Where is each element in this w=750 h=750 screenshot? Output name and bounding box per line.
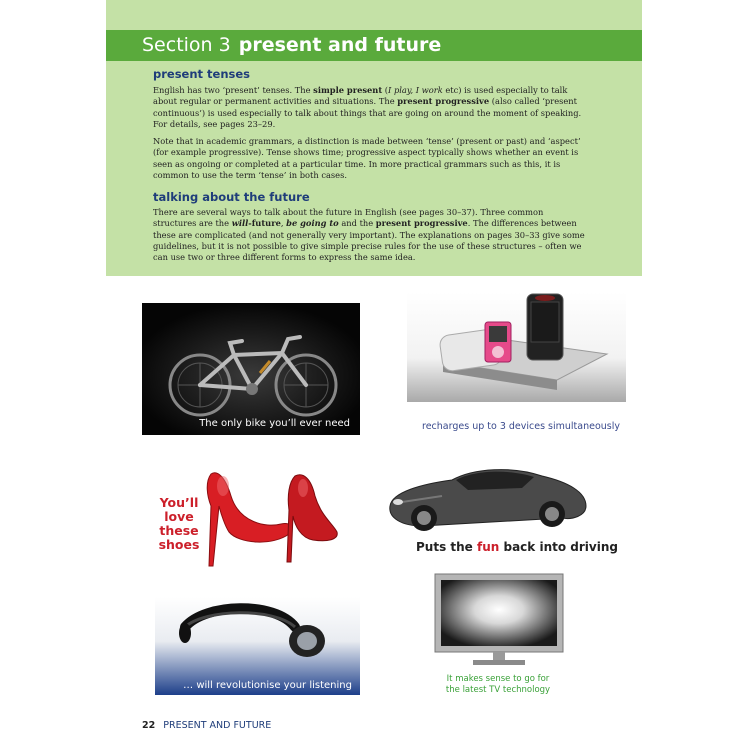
- bike-ad: [142, 303, 360, 435]
- shoes-line: love: [164, 509, 194, 524]
- car-caption-pre: Puts the: [416, 540, 477, 554]
- shoes-line: these: [159, 523, 199, 538]
- car-caption-fun: fun: [477, 540, 500, 554]
- grammar-panel: [106, 0, 642, 276]
- shoes-slogan: [155, 496, 203, 552]
- heading-future: talking about the future: [153, 190, 310, 204]
- headphones-ad: [155, 597, 360, 695]
- car-ad: [382, 456, 592, 534]
- tv-ad: [433, 572, 565, 668]
- page-footer: [142, 720, 271, 731]
- paragraph-present-2: Note that in academic grammars, a distinction is made between ‘tense’ (present or past) and ‘aspect’ (for example progressive). Tense shows time; progressive aspect typically shows whether an event is seen as ongoing or completed at a particular time. In more practical grammars such as this, it is common to use the term ‘tense’ in both cases.: [153, 136, 581, 180]
- charger-illustration: [407, 292, 626, 402]
- bike-illustration: [142, 303, 360, 435]
- car-caption: [416, 540, 618, 554]
- tv-illustration: [433, 572, 565, 668]
- headphones-caption: … will revolutionise your listening: [183, 680, 352, 691]
- shoes-line: You’ll: [159, 495, 199, 510]
- red-shoes-illustration: [203, 466, 343, 572]
- section-number: Section 3: [142, 34, 231, 56]
- charger-ad: [407, 292, 626, 402]
- running-title: PRESENT AND FUTURE: [163, 720, 272, 731]
- car-caption-post: back into driving: [499, 540, 618, 554]
- heading-present-tenses: present tenses: [153, 67, 251, 81]
- paragraph-present-1: English has two ‘present’ tenses. The simple present (I play, I work etc) is used especially to talk about regular or permanent activities and situations. The present progressive (also called ‘present continuous’) is used especially to talk about things that are going on around the moment of speaking. For details, see pages 23–29.: [153, 85, 582, 129]
- tv-caption-line: It makes sense to go for: [446, 674, 550, 684]
- shoes-line: shoes: [158, 537, 200, 552]
- tv-caption-line: the latest TV technology: [445, 685, 551, 695]
- sports-car-illustration: [382, 456, 592, 534]
- bike-caption: The only bike you’ll ever need: [199, 418, 350, 429]
- tv-caption: [425, 674, 571, 696]
- charger-caption: recharges up to 3 devices simultaneously: [422, 421, 621, 432]
- section-title: [142, 32, 441, 59]
- page-number: 22: [142, 720, 156, 731]
- section-name: present and future: [238, 34, 442, 56]
- paragraph-future-1: There are several ways to talk about the future in English (see pages 30–37). Three common structures are the will-future, be going to and the present progressive. The differences between these are complicated (and not generally very important). The explanations on pages 30–33 give some guidelines, but it is not possible to give simple precise rules for the use of these structures – often we can use two or three different forms to express the same idea.: [153, 207, 585, 263]
